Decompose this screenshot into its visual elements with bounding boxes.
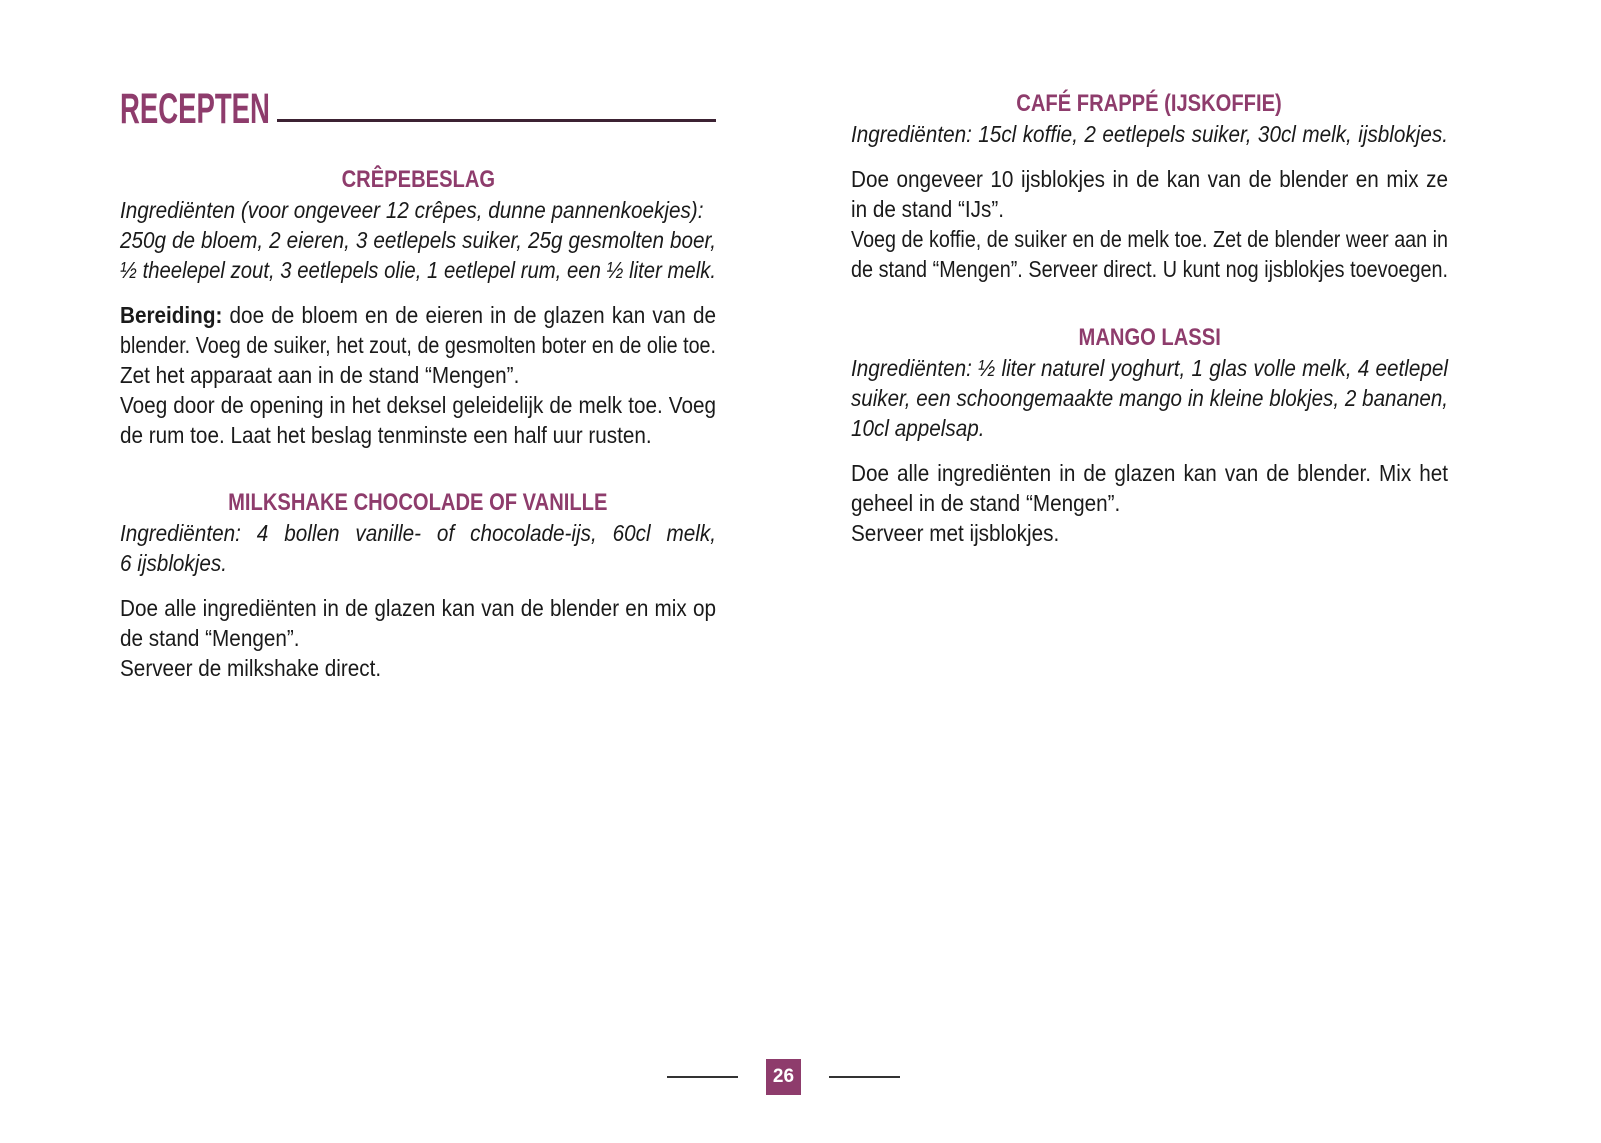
preparation-paragraph: [851, 458, 1448, 548]
preparation-line-text: Zet het apparaat aan in de stand “Mengen”.: [120, 362, 520, 388]
preparation-line: [851, 224, 1448, 254]
recipe-cafe-frappe: [851, 89, 1448, 284]
ingredients-line: [120, 518, 716, 548]
preparation-line: [851, 194, 1448, 224]
recipe-title-text: MANGO LASSI: [1078, 324, 1221, 351]
preparation-line-text: de stand “Mengen”. Serveer direct. U kunt nog ijsblokjes toevoegen.: [851, 256, 1448, 282]
page-number: 26: [772, 1066, 795, 1087]
ingredients-line: [851, 383, 1448, 413]
ingredients-line-text: 10cl appelsap.: [851, 415, 985, 441]
ingredients-line-text: Ingrediënten (voor ongeveer 12 crêpes, dunne pannenkoekjes):: [120, 197, 704, 223]
preparation-line: [120, 300, 716, 330]
preparation-line-text: Doe ongeveer 10 ijsblokjes in de kan van de blender en mix ze: [851, 166, 1448, 192]
preparation-line-text: [120, 300, 716, 330]
right-column: [851, 0, 1448, 1143]
ingredients-line: [851, 413, 1448, 443]
ingredients-line-text: ½ theelepel zout, 3 eetlepels olie, 1 eetlepel rum, een ½ liter melk.: [120, 257, 716, 283]
ingredients-paragraph: [851, 353, 1448, 443]
preparation-line-text: Voeg de koffie, de suiker en de melk toe. Zet de blender weer aan in: [851, 226, 1448, 252]
preparation-paragraph: [120, 593, 716, 683]
page-heading-text: RECEPTEN: [120, 85, 270, 133]
preparation-line-text: de rum toe. Laat het beslag tenminste een half uur rusten.: [120, 422, 652, 448]
recipe-title: [120, 165, 716, 195]
preparation-line-text: Doe alle ingrediënten in de glazen kan van de blender en mix op: [120, 595, 716, 621]
preparation-paragraph: [120, 300, 716, 450]
preparation-text: doe de bloem en de eieren in de glazen kan van de: [229, 302, 716, 328]
ingredients-line: [120, 255, 716, 285]
preparation-line-text: Doe alle ingrediënten in de glazen kan van de blender. Mix het: [851, 460, 1448, 486]
ingredients-line-text: Ingrediënten: 4 bollen vanille- of chocolade-ijs, 60cl melk,: [120, 520, 716, 546]
preparation-line: [851, 518, 1448, 548]
preparation-line: [120, 593, 716, 623]
preparation-line-text: de stand “Mengen”.: [120, 625, 300, 651]
recipe-title-text: CRÊPEBESLAG: [341, 166, 495, 193]
preparation-line-text: geheel in de stand “Mengen”.: [851, 490, 1121, 516]
recipe-mango-lassi: [851, 323, 1448, 548]
left-column: [120, 0, 716, 1143]
preparation-line: [851, 458, 1448, 488]
ingredients-line-text: Ingrediënten: ½ liter naturel yoghurt, 1 glas volle melk, 4 eetlepel: [851, 355, 1448, 381]
preparation-line-text: Voeg door de opening in het deksel geleidelijk de melk toe. Voeg: [120, 392, 716, 418]
preparation-line: [120, 330, 716, 360]
recipe-crepebeslag: [120, 165, 716, 450]
ingredients-line: [851, 353, 1448, 383]
preparation-label: Bereiding:: [120, 302, 223, 328]
preparation-line: [120, 653, 716, 683]
footer-rule-right: [829, 1076, 900, 1078]
preparation-line-text: blender. Voeg de suiker, het zout, de gesmolten boter en de olie toe.: [120, 332, 716, 358]
preparation-paragraph: [851, 164, 1448, 284]
preparation-line-text: Serveer de milkshake direct.: [120, 655, 382, 681]
ingredients-line-text: 6 ijsblokjes.: [120, 550, 228, 576]
recipe-title-text: CAFÉ FRAPPÉ (IJSKOFFIE): [1016, 90, 1283, 117]
ingredients-line-text: suiker, een schoongemaakte mango in kleine blokjes, 2 bananen,: [851, 385, 1448, 411]
preparation-line-text: Serveer met ijsblokjes.: [851, 520, 1060, 546]
preparation-line: [851, 254, 1448, 284]
ingredients-line: [851, 119, 1448, 149]
preparation-line: [120, 420, 716, 450]
preparation-line: [120, 390, 716, 420]
recipe-title: [851, 323, 1448, 353]
ingredients-line: [120, 195, 716, 225]
recipe-milkshake: [120, 488, 716, 683]
preparation-line-text: in de stand “IJs”.: [851, 196, 1005, 222]
ingredients-paragraph: [120, 195, 716, 285]
preparation-line: [120, 623, 716, 653]
ingredients-line: [120, 548, 716, 578]
preparation-line: [851, 488, 1448, 518]
ingredients-paragraph: [851, 119, 1448, 149]
recipe-title: [851, 89, 1448, 119]
preparation-line: [851, 164, 1448, 194]
recipe-title: [120, 488, 716, 518]
footer-rule-left: [667, 1076, 738, 1078]
recipe-title-text: MILKSHAKE CHOCOLADE OF VANILLE: [228, 489, 608, 516]
ingredients-line-text: 250g de bloem, 2 eieren, 3 eetlepels suiker, 25g gesmolten boer,: [120, 227, 716, 253]
ingredients-paragraph: [120, 518, 716, 578]
ingredients-line-text: Ingrediënten: 15cl koffie, 2 eetlepels suiker, 30cl melk, ijsblokjes.: [851, 121, 1448, 147]
preparation-line: [120, 360, 716, 390]
ingredients-line: [120, 225, 716, 255]
page-number-badge: [766, 1059, 801, 1095]
